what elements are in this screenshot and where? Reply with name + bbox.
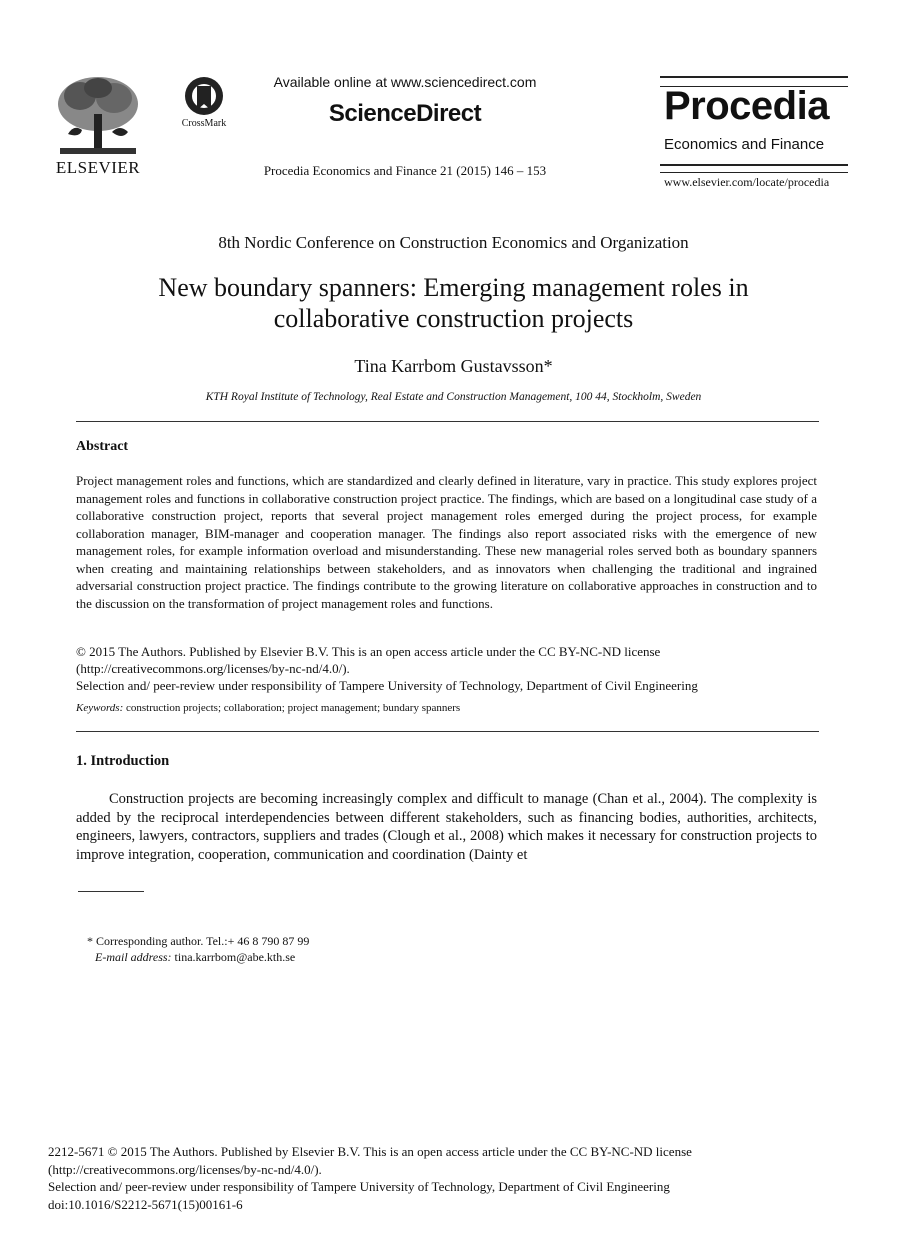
copyright-line-1: © 2015 The Authors. Published by Elsevier B.V. This is an open access article under the CC BY-NC-ND license bbox=[76, 644, 661, 659]
available-online-text: Available online at www.sciencedirect.com bbox=[273, 74, 537, 90]
procedia-bottom-rule bbox=[660, 164, 848, 173]
procedia-name: Procedia bbox=[664, 84, 829, 128]
keywords bbox=[76, 702, 817, 714]
footer-peer-review: Selection and/ peer-review under responsibility of Tampere University of Technology, Department of Civil Engineering bbox=[48, 1179, 670, 1194]
author-affiliation: KTH Royal Institute of Technology, Real Estate and Construction Management, 100 44, Stockholm, Sweden bbox=[205, 391, 702, 403]
abstract-heading: Abstract bbox=[76, 439, 129, 454]
email-label: E-mail address: bbox=[95, 950, 172, 964]
sciencedirect-brand: ScienceDirect bbox=[328, 100, 482, 127]
procedia-subtitle: Economics and Finance bbox=[664, 136, 825, 153]
footer-line-1: 2212-5671 © 2015 The Authors. Published by Elsevier B.V. This is an open access article under the CC BY-NC-ND license bbox=[48, 1144, 692, 1159]
page-footer bbox=[48, 1143, 828, 1213]
crossmark-label: CrossMark bbox=[181, 118, 227, 129]
article-title bbox=[90, 272, 817, 334]
conference-name: 8th Nordic Conference on Construction Economics and Organization bbox=[218, 233, 689, 252]
elsevier-wordmark: ELSEVIER bbox=[55, 158, 141, 177]
introduction-body: Construction projects are becoming increasingly complex and difficult to manage (Chan et al., 2004). The complexity is added by the reciprocal interdependencies between different stakeholders, such as financing bodies, authorities, architects, engineers, lawyers, contractors, suppliers and trades (Clough et al., 2008) which makes it necessary for construction projects to improve integration, cooperation, communication and coordination (Dainty et bbox=[76, 791, 817, 863]
title-line-2: collaborative construction projects bbox=[273, 304, 634, 333]
divider-bottom bbox=[76, 731, 819, 732]
abstract-body: Project management roles and functions, which are standardized and clearly defined in literature, vary in practice. This study explores project management roles and functions in collaborative construction project practice. The findings, which are based on a longitudinal case study of a collaborative construction project, reports that several project management roles emerged during the project process, for example collaboration manager, BIM-manager and cooperation manager. The findings also report associated risks with the emergence of new management roles, for example information overload and misunderstanding. These new managerial roles served both as boundary spanners when creating and maintaining relationships between stakeholders, and as innovators when challenging the traditional and ingrained adversarial construction project practice. The findings contribute to the growing literature on collaborative approaches in construction and to the discussion on the transformation of project management roles and functions. bbox=[76, 473, 817, 611]
journal-url[interactable]: www.elsevier.com/locate/procedia bbox=[664, 175, 830, 189]
journal-reference: Procedia Economics and Finance 21 (2015) 146 – 153 bbox=[263, 163, 547, 178]
email-note bbox=[95, 950, 295, 965]
footnote-rule bbox=[78, 891, 144, 892]
crossmark-icon bbox=[182, 76, 226, 120]
keywords-label: Keywords: bbox=[76, 702, 124, 714]
license-link[interactable]: (http://creativecommons.org/licenses/by-nc-nd/4.0/). bbox=[76, 661, 350, 676]
divider-top bbox=[76, 421, 819, 422]
footer-license-link[interactable]: (http://creativecommons.org/licenses/by-nc-nd/4.0/). bbox=[48, 1161, 322, 1177]
title-line-1: New boundary spanners: Emerging management roles in bbox=[158, 273, 749, 302]
email-address[interactable]: tina.karrbom@abe.kth.se bbox=[174, 950, 296, 964]
elsevier-tree-icon bbox=[50, 74, 146, 156]
procedia-logo bbox=[660, 76, 848, 194]
footer-doi[interactable]: doi:10.1016/S2212-5671(15)00161-6 bbox=[48, 1196, 243, 1212]
copyright-notice bbox=[76, 643, 817, 694]
crossmark-badge[interactable] bbox=[175, 76, 233, 134]
corresponding-author-note: * Corresponding author. Tel.:+ 46 8 790 87 99 bbox=[87, 934, 310, 948]
keywords-list: construction projects; collaboration; project management; bundary spanners bbox=[126, 702, 461, 714]
author-name: Tina Karrbom Gustavsson* bbox=[354, 356, 553, 376]
introduction-heading: 1. Introduction bbox=[76, 753, 170, 769]
elsevier-logo bbox=[50, 74, 146, 178]
peer-review-line: Selection and/ peer-review under responsibility of Tampere University of Technology, Department of Civil Engineering bbox=[76, 678, 698, 693]
